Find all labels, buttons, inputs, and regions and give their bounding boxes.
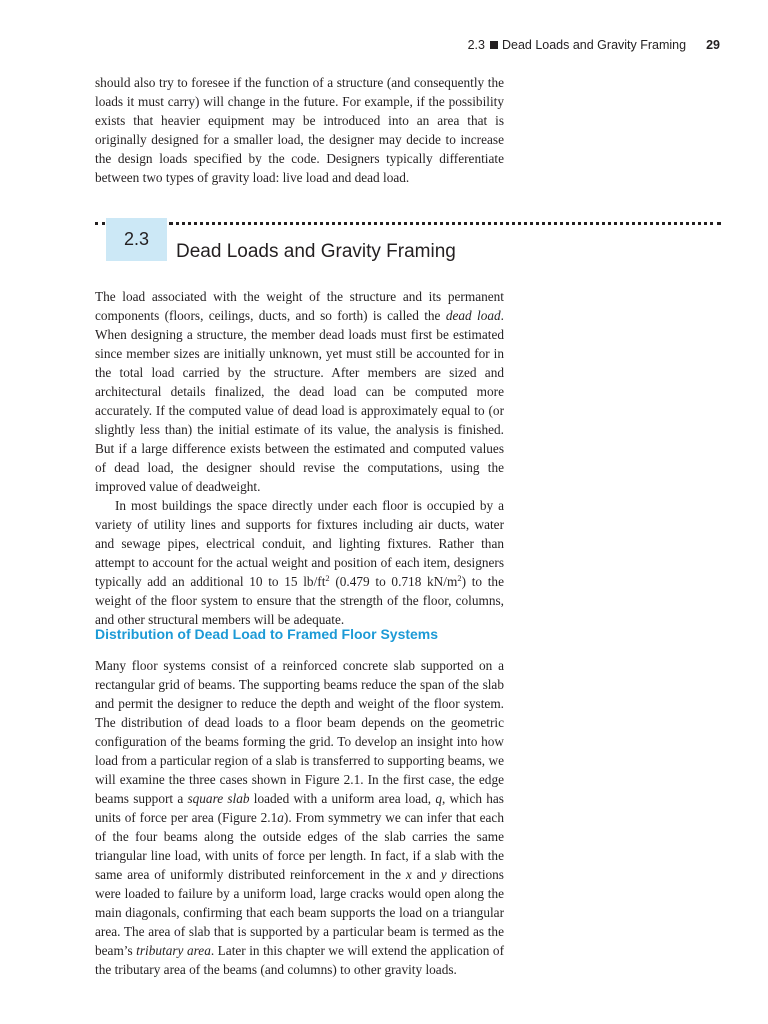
section-number-box [106, 218, 167, 261]
section-paragraph-1 [95, 287, 504, 496]
text-run: The load associated with the weight of the structure and its permanent components (floors, ceilings, ducts, and so forth) is called the [95, 289, 504, 323]
running-head-title: Dead Loads and Gravity Framing [501, 38, 687, 52]
text-run: ). From symmetry we can infer that each of the four beams along the outside edges of the slab carries the same triangular line load, with units of force per length. In fact, if a slab with the same area of uniformly distributed reinforcement in the [95, 810, 504, 882]
section-rule-left [95, 222, 105, 225]
text-run: Many floor systems consist of a reinforced concrete slab supported on a rectangular grid of beams. The supporting beams reduce the span of the slab and permit the designer to reduce the depth and weight of the floor system. The distribution of dead loads to a floor beam depends on the geometric configuration of the beams forming the grid. To develop an insight into how load from a particular region of a slab is transferred to supporting beams, we will examine the three cases shown in Figure 2.1. In the first case, the edge beams support a [95, 658, 504, 806]
subsection-heading: Distribution of Dead Load to Framed Floor Systems [95, 626, 439, 642]
intro-paragraph-block [95, 73, 504, 187]
term-square-slab: square slab [187, 791, 250, 806]
section-paragraph-2 [95, 496, 504, 629]
text-run: ) to the weight of the floor system to ensure that the strength of the floor, columns, and other structural members will be adequate. [95, 574, 504, 627]
text-run: directions were loaded to failure by a uniform load, large cracks would open along the main diagonals, confirming that each beam supports the load on a triangular area. The area of slab that is supported by a particular beam is termed as the beam’s [95, 867, 504, 958]
text-run: , which has units of force per area (Figure 2.1 [95, 791, 504, 825]
subsection-paragraph [95, 656, 504, 979]
term-dead-load: dead load [445, 308, 501, 323]
section-rule-right [169, 222, 721, 225]
text-run: In most buildings the space directly under each floor is occupied by a variety of utility lines and supports for fixtures including air ducts, water and sewage pipes, electrical conduit, and lighting fixtures. Rather than attempt to account for the actual weight and position of each item, designers typically add an additional 10 to 15 lb/ft [95, 498, 504, 589]
square-bullet-icon [490, 41, 498, 49]
text-run: . Later in this chapter we will extend the application of the tributary area of the beams (and columns) to other gravity loads. [95, 943, 504, 977]
section-body [95, 287, 504, 629]
superscript: 2 [325, 573, 330, 583]
text-run: loaded with a uniform area load, [249, 791, 436, 806]
symbol-y: y [440, 867, 447, 882]
page-number: 29 [706, 38, 720, 52]
section-number: 2.3 [123, 229, 150, 249]
symbol-x: x [405, 867, 412, 882]
intro-paragraph: should also try to foresee if the function of a structure (and consequently the loads it must carry) will change in the future. For example, if the possibility exists that heavier equipment may be introduced into an area that is originally designed for a smaller load, the designer may decide to increase the design loads specified by the code. Designers typically differentiate between two types of gravity load: live load and dead load. [95, 75, 504, 185]
text-run: . When designing a structure, the member dead loads must first be estimated since member sizes are initially unknown, yet must still be accounted for in the total load carried by the structure. After members are sized and architectural details finalized, the dead load can be computed more accurately. If the computed value of dead load is approximately equal to (or slightly less than) the initial estimate of its value, the analysis is finished. But if a large difference exists between the estimated and computed values of dead load, the designer should revise the computations, using the improved value of deadweight. [95, 308, 504, 494]
symbol-q: q [435, 791, 442, 806]
running-head-section: 2.3 [467, 38, 485, 52]
subsection-body [95, 656, 504, 979]
figure-part-a: a [277, 810, 284, 825]
section-title: Dead Loads and Gravity Framing [176, 241, 456, 262]
text-run: (0.479 to 0.718 kN/m [329, 574, 458, 589]
superscript: 2 [457, 573, 462, 583]
text-run: and [411, 867, 441, 882]
term-tributary-area: tributary area [136, 943, 211, 958]
running-head [468, 38, 720, 52]
